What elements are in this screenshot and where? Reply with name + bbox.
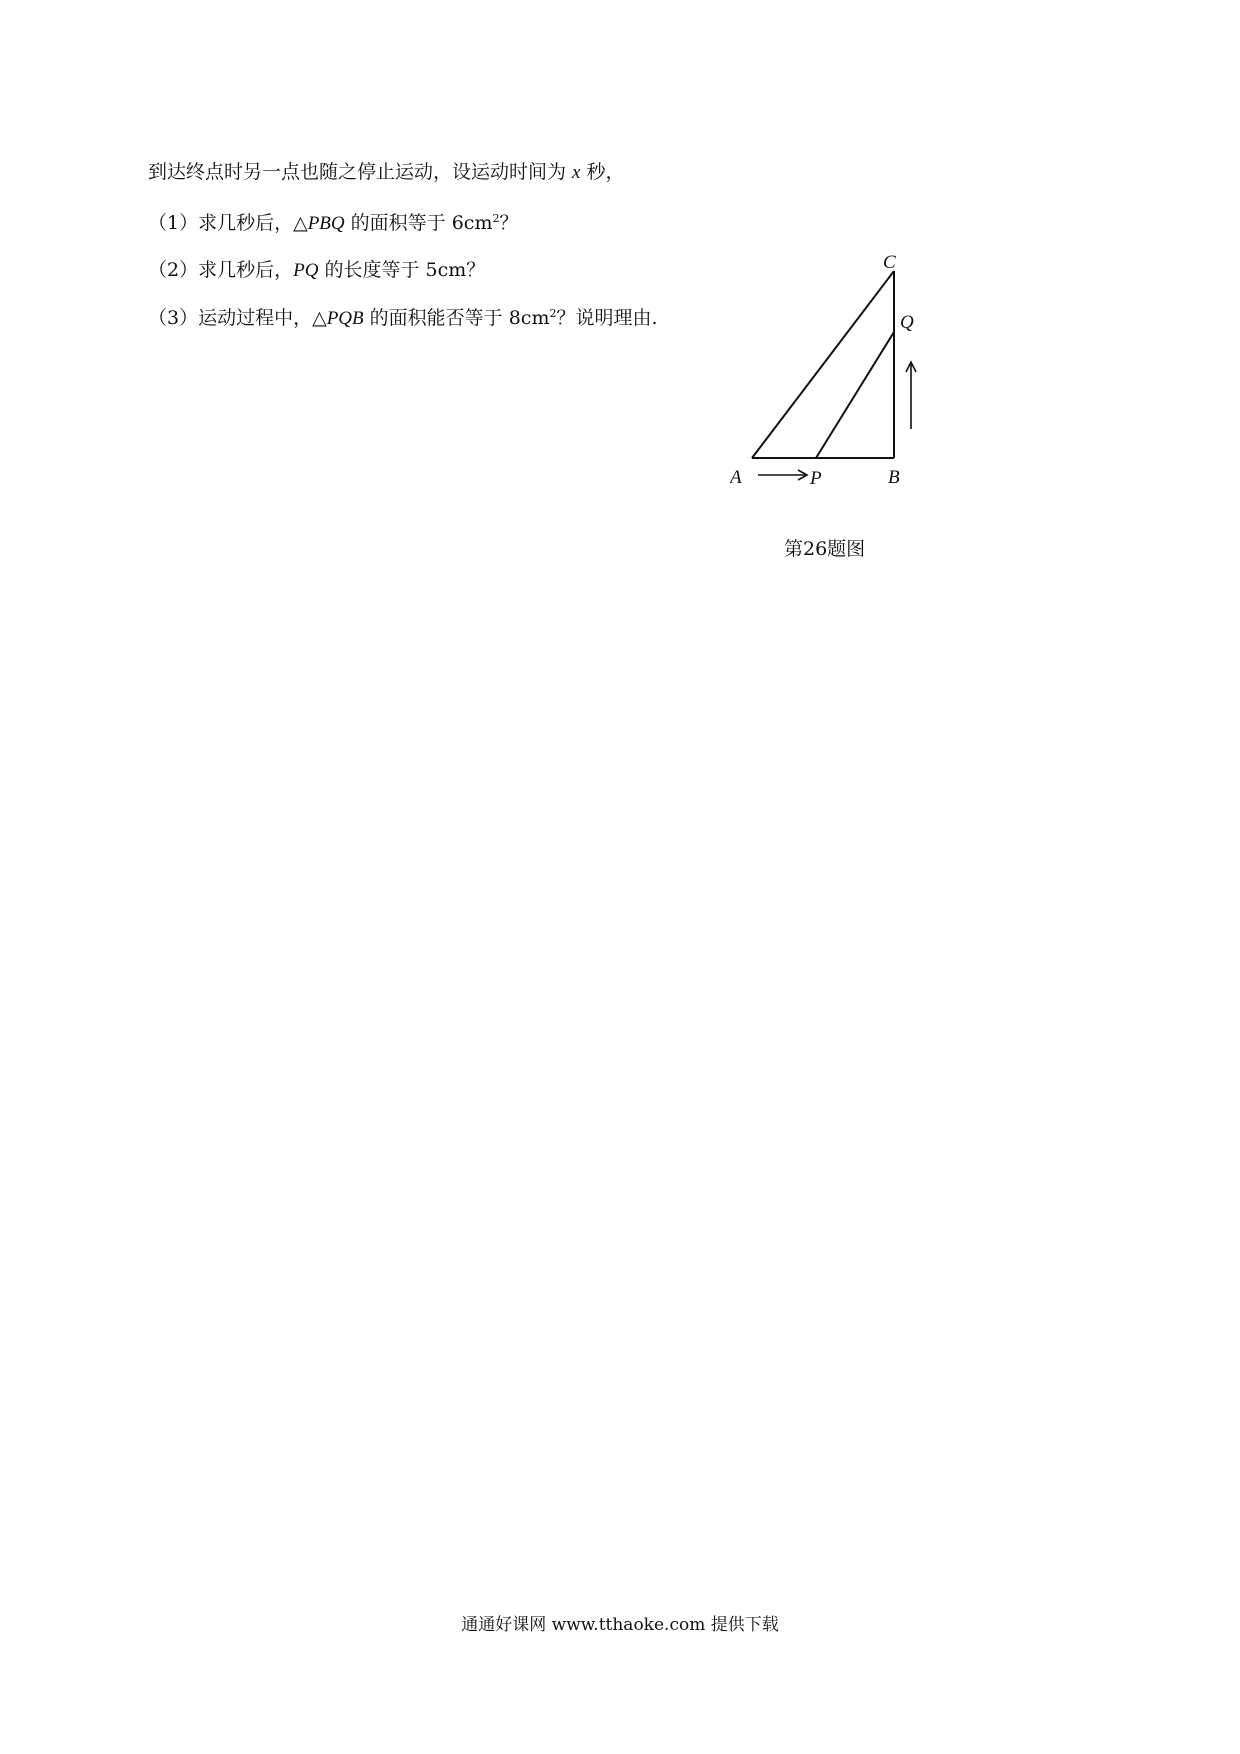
label-q: Q [900, 312, 914, 333]
intro-variable: x [572, 162, 581, 183]
q3-superscript: 2 [549, 307, 557, 320]
q3-middle: 的面积能否等于 8cm [363, 307, 550, 329]
triangle-figure [730, 250, 930, 490]
q1-prefix: （1）求几秒后，△ [148, 212, 308, 234]
q2-prefix: （2）求几秒后， [148, 259, 294, 281]
label-a: A [730, 467, 742, 488]
q2-suffix: 的长度等于 5cm？ [318, 259, 486, 281]
q1-middle: 的面积等于 6cm [344, 212, 493, 234]
q2-segment: PQ [293, 260, 319, 281]
problem-intro [148, 159, 625, 186]
intro-suffix: 秒， [580, 161, 625, 183]
q1-suffix: ？ [499, 212, 519, 234]
label-b: B [888, 467, 900, 488]
arrow-right-icon [758, 470, 807, 480]
page-footer: 通通好课网 www.tthaoke.com 提供下载 [461, 1615, 779, 1635]
q3-triangle: PQB [326, 308, 364, 329]
segment-pq [816, 332, 894, 458]
label-p: P [810, 468, 822, 489]
q3-suffix: ？说明理由. [556, 307, 658, 329]
q3-prefix: （3）运动过程中，△ [148, 307, 327, 329]
q1-superscript: 2 [492, 212, 500, 225]
side-ac [752, 271, 894, 458]
figure-caption: 第26题图 [784, 538, 866, 560]
question-1 [148, 210, 518, 237]
question-2 [148, 257, 485, 284]
q1-triangle: PBQ [307, 213, 345, 234]
question-3 [148, 305, 658, 332]
label-c: C [883, 252, 896, 273]
arrow-up-icon [906, 362, 916, 429]
intro-text: 到达终点时另一点也随之停止运动，设运动时间为 [148, 161, 573, 183]
